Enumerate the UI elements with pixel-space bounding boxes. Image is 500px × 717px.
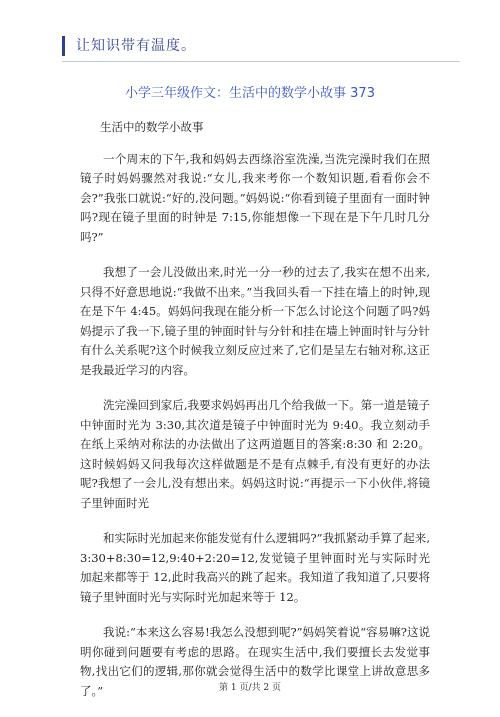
document-subtitle: 生活中的数学小故事 — [100, 120, 204, 134]
page-number: 第 1 页/共 2 页 — [219, 683, 281, 693]
header-slogan: 让知识带有温度。 — [76, 38, 196, 54]
document-title: 小学三年级作文：生活中的数学小故事 373 — [125, 86, 375, 101]
document-body — [80, 118, 430, 717]
paragraph-4: 和实际时光加起来你能发觉有什么逻辑吗?”我抓紧动手算了起来,3:30+8:30=12,9:40+2:20=12,发觉镜子里钟面时光与实际时光加起来都等于 12,此时我高兴的跳了起来。我知道了我知道了,只要将镜子里钟面时光与实际时光加起来等于 12。 — [80, 531, 430, 604]
header-divider — [62, 61, 460, 62]
paragraph-5: 我说:“本来这么容易!我怎么没想到呢?”妈妈笑着说“容易嘛?这说明你碰到问题要有考虑的思路。在现实生活中,我们要擅长去发觉事物,找出它们的逻辑,那你就会觉得生活中的数学比课堂上讲故意思多了。” — [80, 625, 430, 698]
paragraph-2: 我想了一会儿没做出来,时光一分一秒的过去了,我实在想不出来,只得不好意思地说:“我做不出来。”当我回头看一下挂在墙上的时钟,现在是下午 4:45。妈妈问我现在能分析一下怎么讨论这个问题了吗?妈妈提示了我一下,镜子里的钟面时针与分针和挂在墙上钟面时针与分针有什么关系呢?这个时候我立刻反应过来了,它们是呈左右轴对称,这正是我最近学习的内容。 — [80, 265, 430, 377]
header-accent-bar — [62, 36, 65, 56]
paragraph-1: 一个周末的下午,我和妈妈去西绦浴室洗澡,当洗完澡时我们在照镜子时妈妈骤然对我说:“女儿,我来考你一个数知识题,看看你会不会?”我张口就说:“好的,没问题。”妈妈说:“你看到镜子里面有一面时钟吗?现在镜子里面的时钟是 7:15,你能想像一下现在是下午几时几分吗?” — [80, 151, 430, 244]
paragraph-3: 洗完澡回到家后,我要求妈妈再出几个给我做一下。第一道是镜子中钟面时光为 3:30,其次道是镜子中钟面时光为 9:40。我立刻动手在纸上采纳对称法的办法做出了这两道题目的答案:8:30 和 2:20。这时候妈妈又问我每次这样做题是不是有点棘手,有没有更好的办法呢?我想了一会儿,没有想出来。妈妈这时说:“再提示一下小伙伴,将镜子里钟面时光 — [80, 398, 430, 510]
